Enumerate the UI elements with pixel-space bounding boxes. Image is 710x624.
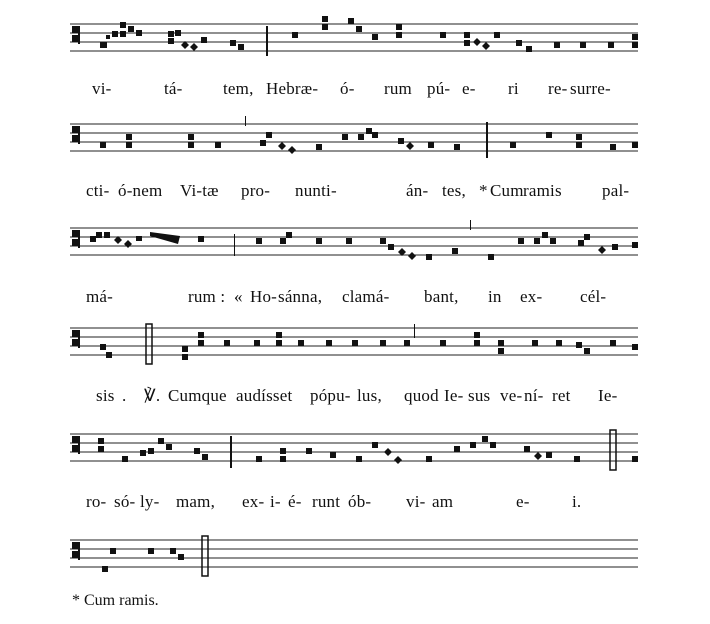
syllable: pú-: [427, 79, 451, 98]
syllable: sus: [468, 386, 491, 405]
syllable: re-: [548, 79, 568, 98]
syllable: vi-: [92, 79, 112, 98]
syllable: clamá-: [342, 287, 390, 306]
syllable: surre-: [570, 79, 611, 98]
syllable: .: [122, 386, 127, 405]
syllable: Vi-tæ: [180, 181, 219, 200]
syllable: nunti-: [295, 181, 337, 200]
syllable: i-: [270, 492, 281, 511]
syllable: ó-nem: [118, 181, 163, 200]
syllable: ℣.: [144, 386, 161, 405]
footnote: * Cum ramis.: [72, 592, 159, 609]
syllable: in: [488, 287, 502, 306]
syllable: tá-: [164, 79, 183, 98]
syllable: runt: [312, 492, 341, 511]
syllable: rum :: [188, 287, 226, 306]
lyrics-line-5: [70, 492, 638, 516]
syllable: lus,: [357, 386, 382, 405]
syllable: sánna,: [278, 287, 323, 306]
staff-4: [70, 322, 638, 366]
syllable: Cumque: [168, 386, 227, 405]
syllable: tem,: [223, 79, 254, 98]
syllable: ób-: [348, 492, 372, 511]
syllable: e-: [462, 79, 476, 98]
syllable: *: [479, 181, 488, 200]
syllable: vi-: [406, 492, 426, 511]
syllable: sis: [96, 386, 115, 405]
syllable: quod: [404, 386, 439, 405]
syllable: Hebræ-: [266, 79, 319, 98]
neume-staff-4: [70, 322, 638, 366]
syllable: Ie-: [598, 386, 618, 405]
syllable: ly-: [140, 492, 160, 511]
syllable: é-: [288, 492, 302, 511]
syllable: «: [234, 287, 243, 306]
syllable: pal-: [602, 181, 630, 200]
staff-6: [70, 534, 638, 578]
syllable: ro-: [86, 492, 107, 511]
staff-5: [70, 428, 638, 472]
syllable: ve-: [500, 386, 523, 405]
neume-staff-6: [70, 534, 638, 578]
syllable: tes,: [442, 181, 466, 200]
neume-staff-5: [70, 428, 638, 472]
syllable: ní-: [524, 386, 544, 405]
syllable: ri: [508, 79, 519, 98]
syllable: ramis: [523, 181, 562, 200]
syllable: ex-: [242, 492, 265, 511]
staff-1: [70, 18, 638, 62]
syllable: ret: [552, 386, 571, 405]
syllable: án-: [406, 181, 429, 200]
syllable: ex-: [520, 287, 543, 306]
syllable: Ho-: [250, 287, 278, 306]
syllable: rum: [384, 79, 412, 98]
lyrics-line-2: [70, 181, 638, 205]
neume-staff-2: [70, 118, 638, 162]
syllable: cti-: [86, 181, 110, 200]
syllable: e-: [516, 492, 530, 511]
syllable: pópu-: [310, 386, 351, 405]
lyrics-line-3: [70, 287, 638, 311]
syllable: bant,: [424, 287, 459, 306]
staff-3: [70, 222, 638, 266]
syllable: Cum: [490, 181, 524, 200]
syllable: am: [432, 492, 454, 511]
syllable: só-: [114, 492, 136, 511]
lyrics-line-1: [70, 79, 638, 103]
lyrics-line-4: [70, 386, 638, 410]
syllable: i.: [572, 492, 582, 511]
syllable: mam,: [176, 492, 216, 511]
syllable: audísset: [236, 386, 293, 405]
syllable: má-: [86, 287, 114, 306]
syllable: Ie-: [444, 386, 464, 405]
staff-2: [70, 118, 638, 162]
neume-staff-1: [70, 18, 638, 62]
syllable: ó-: [340, 79, 355, 98]
neume-staff-3: [70, 222, 638, 266]
syllable: cél-: [580, 287, 607, 306]
syllable: pro-: [241, 181, 271, 200]
